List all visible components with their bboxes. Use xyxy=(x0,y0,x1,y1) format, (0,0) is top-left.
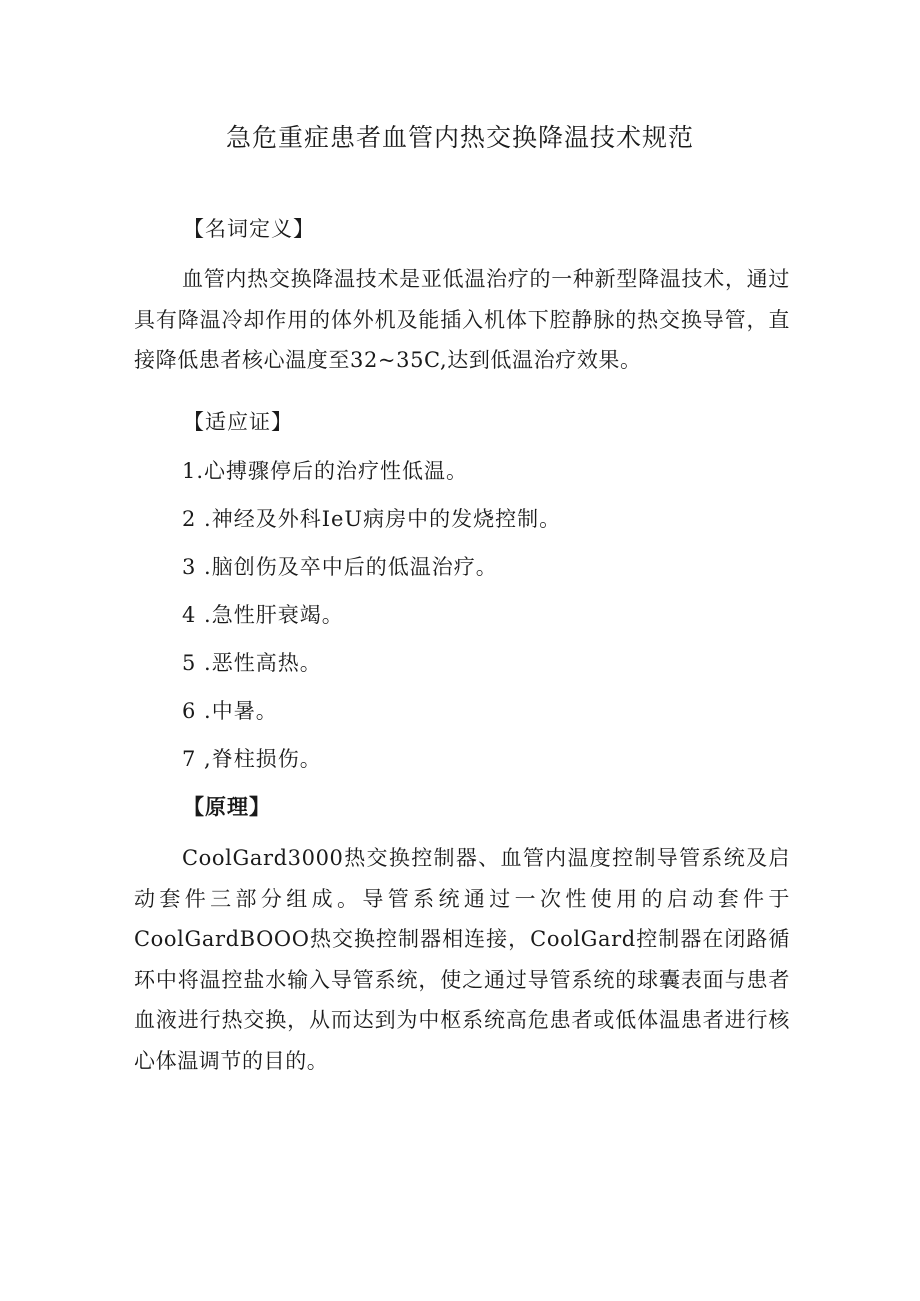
indication-item-1: 1.心搏骤停后的治疗性低温。 xyxy=(182,459,469,483)
indication-item-5: 5 .恶性高热。 xyxy=(182,651,322,675)
document-title: 急危重症患者血管内热交换降温技术规范 xyxy=(225,123,694,152)
indication-item-6: 6 .中暑。 xyxy=(182,699,278,723)
section-heading-indications: 【适应证】 xyxy=(183,410,293,434)
definition-paragraph: 血管内热交换降温技术是亚低温治疗的一种新型降温技术，通过具有降温冷却作用的体外机及能插入机体下腔静脉的热交换导管，直接降低患者核心温度至32~35C,达到低温治疗效果。 xyxy=(134,267,790,372)
indication-item-7: 7 ,脊柱损伤。 xyxy=(182,747,322,771)
section-heading-principle: 【原理】 xyxy=(183,794,271,819)
indication-item-2: 2 .神经及外科IeU病房中的发烧控制。 xyxy=(182,507,562,531)
principle-paragraph: CoolGard3000热交换控制器、血管内温度控制导管系统及启动套件三部分组成。导管系统通过一次性使用的启动套件于CoolGardBOOO热交换控制器相连接，CoolGard控制器在闭路循环中将温控盐水输入导管系统，使之通过导管系统的球囊表面与患者血液进行热交换，从而达到为中枢系统高危患者或低体温患者进行核心体温调节的目的。 xyxy=(134,846,790,1073)
indication-item-4: 4 .急性肝衰竭。 xyxy=(182,603,344,627)
section-heading-definition: 【名词定义】 xyxy=(183,217,315,241)
indication-item-3: 3 .脑创伤及卒中后的低温治疗。 xyxy=(182,555,498,579)
